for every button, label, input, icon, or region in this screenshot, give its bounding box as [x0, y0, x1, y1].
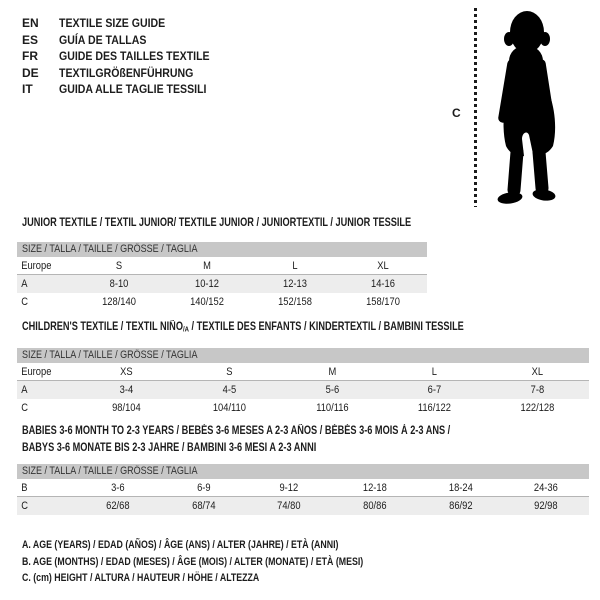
note-text: B. AGE (MONTHS) / EDAD (MESES) / ÂGE (MOIS) / ALTER (MONATE) / ETÀ (MESI) — [22, 555, 364, 568]
age-cell: 10-12 — [195, 278, 219, 290]
table-row-height — [17, 399, 589, 417]
language-code: ES — [22, 32, 39, 47]
note-age-months — [22, 554, 449, 571]
height-cell: 128/140 — [102, 296, 136, 308]
height-cell: 98/104 — [112, 402, 141, 414]
children-size-table — [17, 348, 589, 417]
height-cell: 62/68 — [106, 500, 130, 512]
size-header-bar — [17, 464, 589, 479]
height-cell: 110/116 — [315, 402, 349, 414]
title-text: / TEXTILE DES ENFANTS / KINDERTEXTIL / BAMBINI TESSILE — [188, 321, 464, 333]
table-row-height — [17, 293, 427, 311]
height-cell: 68/74 — [191, 500, 216, 512]
table-row-age — [17, 275, 427, 293]
height-cell: 92/98 — [534, 500, 558, 512]
row-label: C — [21, 500, 29, 512]
size-cell: M — [203, 260, 211, 272]
size-cell: L — [432, 366, 438, 378]
language-title: TEXTILGRÖßENFÜHRUNG — [59, 65, 194, 80]
age-cell: 7-8 — [530, 384, 545, 396]
language-row — [22, 15, 230, 32]
height-cell: 158/170 — [366, 296, 400, 308]
size-cell: S — [115, 260, 123, 272]
size-header-bar — [17, 242, 427, 257]
row-label: A — [21, 278, 28, 290]
language-row — [22, 32, 230, 49]
size-cell: XL — [531, 366, 544, 378]
note-text: A. AGE (YEARS) / EDAD (AÑOS) / ÂGE (ANS) / ALTER (JAHRE) / ETÀ (ANNI) — [22, 539, 339, 551]
height-cell: 74/80 — [277, 500, 301, 512]
height-cell: 122/128 — [520, 402, 555, 414]
age-cell: 6-7 — [428, 384, 442, 396]
age-cell: 18-24 — [448, 482, 473, 494]
size-cell: XS — [120, 366, 133, 378]
language-title: TEXTILE SIZE GUIDE — [59, 16, 166, 31]
height-cell: 104/110 — [212, 402, 246, 414]
table-row-height — [17, 497, 589, 515]
height-cell: 116/122 — [418, 402, 452, 414]
language-title-list — [22, 15, 230, 98]
language-title: GUIDE DES TAILLES TEXTILE — [59, 49, 210, 64]
size-header-text: SIZE / TALLA / TAILLE / GRÖSSE / TAGLIA — [22, 243, 198, 255]
size-header-text: SIZE / TALLA / TAILLE / GRÖSSE / TAGLIA — [22, 349, 198, 361]
language-title: GUÍA DE TALLAS — [59, 32, 147, 47]
language-code: FR — [22, 49, 38, 64]
row-label: Europe — [21, 260, 52, 272]
children-section-title — [22, 319, 574, 338]
language-code: IT — [22, 82, 33, 97]
table-row-sizes — [17, 257, 427, 275]
junior-section-title — [22, 215, 508, 232]
height-cell: 152/158 — [278, 296, 312, 308]
size-header-text: SIZE / TALLA / TAILLE / GRÖSSE / TAGLIA — [22, 465, 198, 477]
legend-notes — [22, 537, 449, 587]
age-cell: 14-16 — [371, 278, 395, 290]
size-cell: XL — [377, 260, 389, 272]
size-cell: S — [226, 366, 233, 378]
language-row — [22, 65, 230, 82]
title-line: BABIES 3-6 MONTH TO 2-3 YEARS / BEBÉS 3-6 MESES A 2-3 AÑOS / BÉBÉS 3-6 MOIS À 2-3 ANS / — [22, 425, 451, 437]
babies-size-table — [17, 464, 589, 515]
row-label: C — [21, 402, 29, 414]
height-dotted-line-icon — [474, 8, 477, 207]
language-row — [22, 48, 230, 65]
language-title: GUIDA ALLE TAGLIE TESSILI — [59, 82, 207, 97]
age-cell: 24-36 — [534, 482, 559, 494]
baby-silhouette-icon — [484, 8, 568, 207]
row-label: C — [21, 296, 29, 308]
language-code: DE — [22, 65, 39, 80]
junior-size-table — [17, 242, 427, 311]
age-cell: 8-10 — [109, 278, 129, 290]
height-cell: 86/92 — [448, 500, 473, 512]
age-cell: 9-12 — [279, 482, 299, 494]
babies-section-title — [22, 423, 557, 457]
table-row-sizes — [17, 363, 589, 381]
row-label: Europe — [21, 366, 52, 378]
age-cell: 3-6 — [111, 482, 125, 494]
age-cell: 6-9 — [196, 482, 211, 494]
age-cell: 5-6 — [325, 384, 339, 396]
height-cell: 80/86 — [363, 500, 387, 512]
size-cell: L — [292, 260, 298, 272]
language-row — [22, 81, 230, 98]
age-cell: 12-13 — [283, 278, 307, 290]
table-row-age — [17, 381, 589, 399]
row-label: A — [21, 384, 28, 396]
title-text: JUNIOR TEXTILE / TEXTIL JUNIOR/ TEXTILE JUNIOR / JUNIORTEXTIL / JUNIOR TESSILE — [22, 217, 412, 229]
note-age-years — [22, 537, 449, 554]
title-line: BABYS 3-6 MONATE BIS 2-3 JAHRE / BAMBINI 3-6 MESI A 2-3 ANNI — [22, 442, 317, 454]
row-label: B — [21, 482, 28, 494]
table-row-age-months — [17, 479, 589, 497]
note-height-cm — [22, 570, 449, 587]
height-cell: 140/152 — [190, 296, 224, 308]
age-cell: 4-5 — [222, 384, 236, 396]
age-cell: 3-4 — [119, 384, 134, 396]
title-text: CHILDREN'S TEXTILE / TEXTIL NIÑO — [22, 321, 183, 333]
language-code: EN — [22, 16, 39, 31]
height-label-c: C — [452, 106, 461, 120]
size-cell: M — [328, 366, 336, 378]
size-header-bar — [17, 348, 589, 363]
age-cell: 12-18 — [362, 482, 387, 494]
baby-height-figure — [440, 0, 600, 210]
note-text: C. (cm) HEIGHT / ALTURA / HAUTEUR / HÖHE / ALTEZZA — [22, 572, 260, 584]
title-subscript: /A — [182, 324, 189, 334]
